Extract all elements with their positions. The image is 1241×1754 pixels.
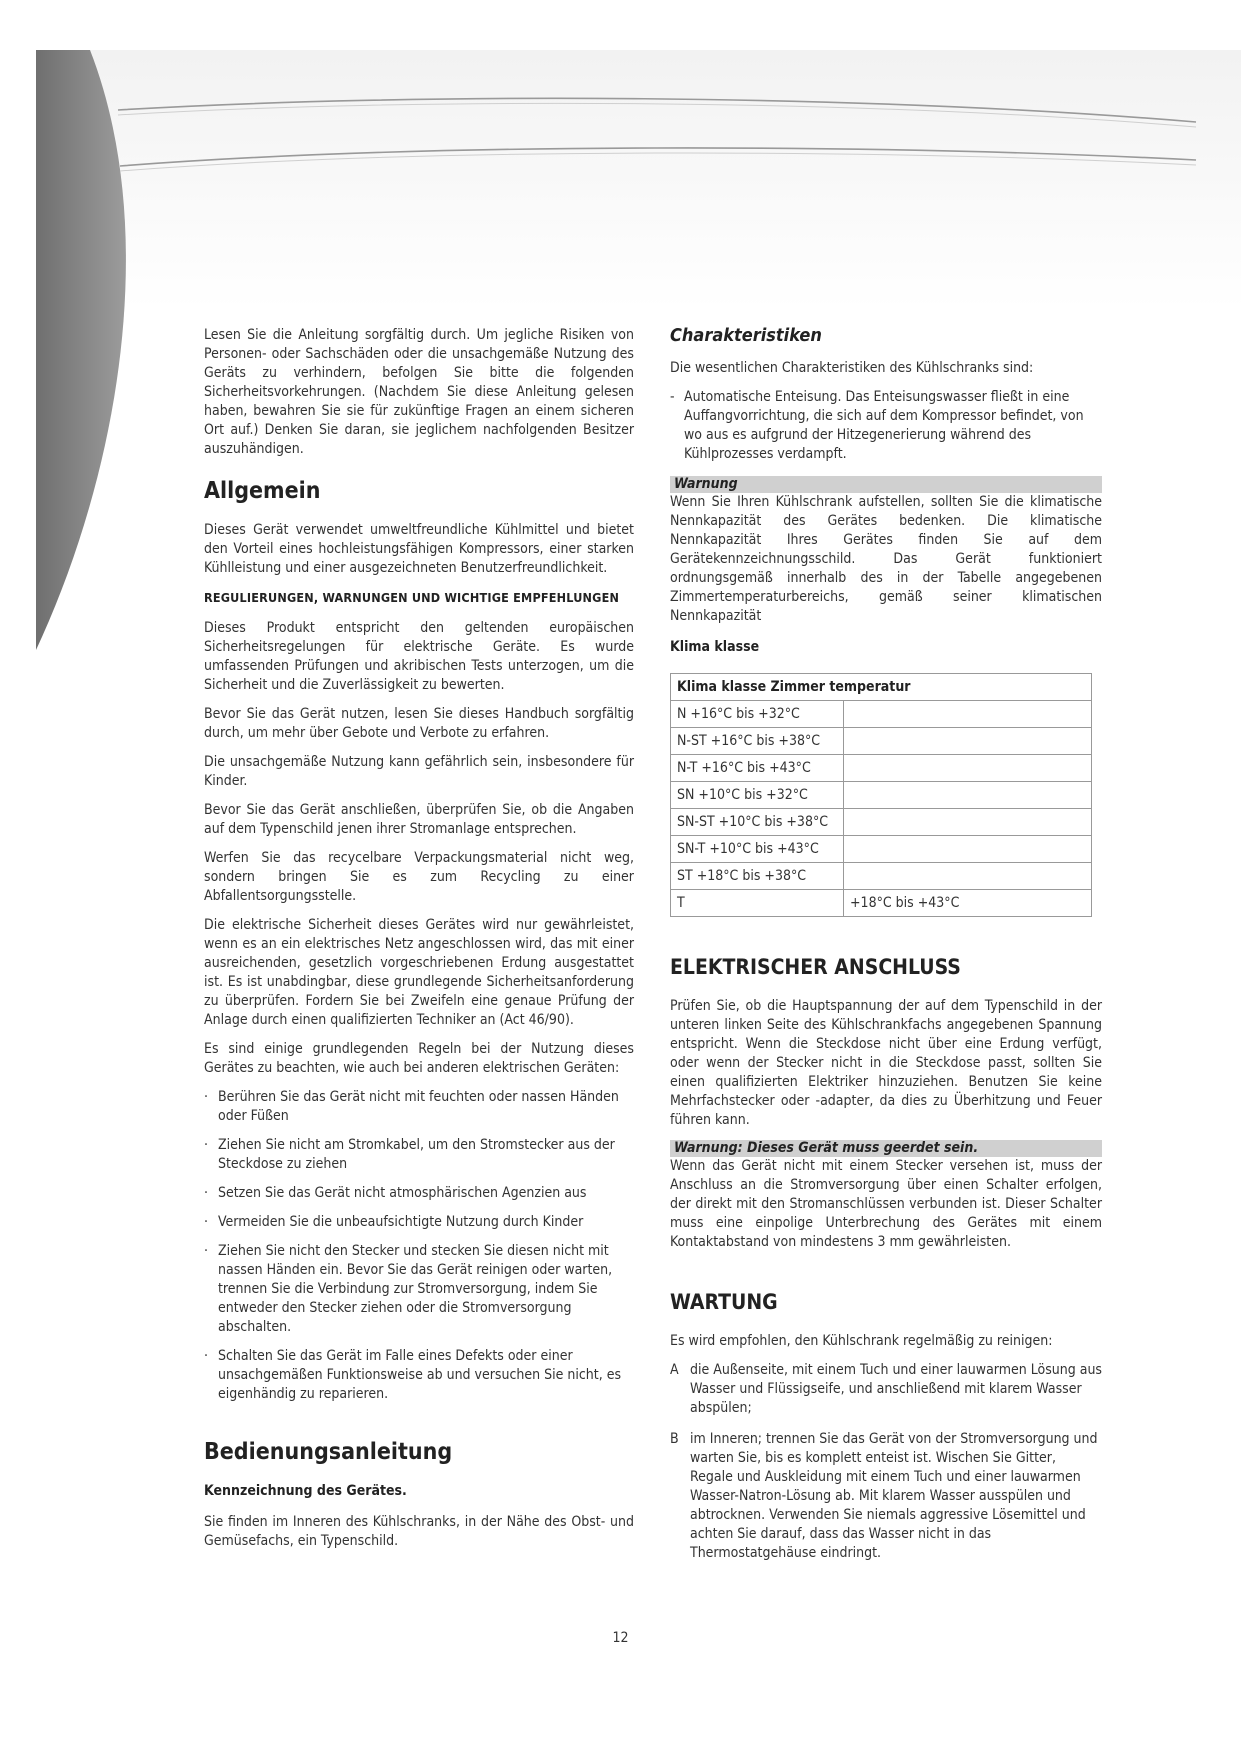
safety-rules-list — [204, 1088, 634, 1404]
charakteristiken-text: Die wesentlichen Charakteristiken des Kühlschranks sind: — [670, 360, 1034, 376]
item-letter: A — [670, 1362, 679, 1378]
table-row: N-T +16°C bis +43°C — [671, 755, 1092, 782]
section-title-bedienung: Bedienungsanleitung — [204, 1439, 453, 1465]
table-header-row — [671, 674, 1092, 701]
warning-label: Warnung — [670, 476, 1102, 493]
list-item: · Setzen Sie das Gerät nicht atmosphärischen Agenzien aus — [204, 1185, 587, 1201]
bullet-mark: · — [204, 1214, 208, 1230]
paragraph: Werfen Sie das recycelbare Verpackungsmaterial nicht weg, sondern bringen Sie es zum Recycling zu einer Abfallentsorgungsstelle. — [204, 850, 634, 904]
section-title-charakteristiken: Charakteristiken — [670, 325, 822, 346]
paragraph: Es sind einige grundlegenden Regeln bei der Nutzung dieses Gerätes zu beachten, wie auch bei anderen elektrischen Geräten: — [204, 1041, 634, 1076]
dash-mark: - — [670, 389, 675, 405]
allgemein-text: Dieses Gerät verwendet umweltfreundliche Kühlmittel und bietet den Vorteil eines hochleistungsfähigen Kompressors, einer starken Kühlleistung und einer ausgezeichneten Benutzerfreundlichkeit. — [204, 522, 634, 576]
table-row: SN-ST +10°C bis +38°C — [671, 809, 1092, 836]
table-row: SN +10°C bis +32°C — [671, 782, 1092, 809]
list-item: · Ziehen Sie nicht am Stromkabel, um den Stromstecker aus der Steckdose zu ziehen — [204, 1137, 615, 1172]
bullet-mark: · — [204, 1089, 208, 1105]
grounding-warning-label: Warnung: Dieses Gerät muss geerdet sein. — [670, 1140, 1102, 1157]
wartung-text: Es wird empfohlen, den Kühlschrank regelmäßig zu reinigen: — [670, 1333, 1053, 1349]
bullet-mark: · — [204, 1348, 208, 1364]
bullet-mark: · — [204, 1185, 208, 1201]
intro-paragraph: Lesen Sie die Anleitung sorgfältig durch. Um jegliche Risiken von Personen- oder Sachschäden oder die unsachgemäße Nutzung des Geräts zu verhindern, befolgen Sie bitte die folgenden Sicherheitsvorkehrungen. (Nachdem Sie diese Anleitung gelesen haben, bewahren Sie sie für zukünftige Fragen an einem sicheren Ort auf.) Denken Sie daran, sie jeglichem nachfolgenden Besitzer auszuhändigen. — [204, 327, 634, 457]
bedienung-subtitle: Kennzeichnung des Gerätes. — [204, 1483, 407, 1499]
climate-class-table — [670, 673, 1092, 917]
right-column — [670, 326, 1102, 1575]
regulations-subtitle: REGULIERUNGEN, WARNUNGEN UND WICHTIGE EMPFEHLUNGEN — [204, 590, 620, 605]
table-row: N-ST +16°C bis +38°C — [671, 728, 1092, 755]
list-item: · Berühren Sie das Gerät nicht mit feuchten oder nassen Händen oder Füßen — [204, 1089, 619, 1124]
list-item: · Ziehen Sie nicht den Stecker und stecken Sie diesen nicht mit nassen Händen ein. Bevor Sie das Gerät reinigen oder warten, trennen Sie die Verbindung zur Stromversorgung, indem Sie entweder den Stecker ziehen oder die Stromversorgung abschalten. — [204, 1243, 613, 1335]
list-item: - Automatische Enteisung. Das Enteisungswasser fließt in eine Auffangvorrichtung, die sich auf dem Kompressor befindet, von wo aus es aufgrund der Hitzegenerierung während des Kühlprozesses verdampft. — [670, 389, 1084, 462]
bullet-mark: · — [204, 1137, 208, 1153]
paragraph: Bevor Sie das Gerät anschließen, überprüfen Sie, ob die Angaben auf dem Typenschild jenen ihrer Stromanlage entsprechen. — [204, 802, 634, 837]
table-row: SN-T +10°C bis +43°C — [671, 836, 1092, 863]
bullet-mark: · — [204, 1243, 208, 1259]
list-item: · Vermeiden Sie die unbeaufsichtigte Nutzung durch Kinder — [204, 1214, 584, 1230]
section-title-wartung: WARTUNG — [670, 1290, 778, 1314]
page-number: 12 — [612, 1630, 629, 1646]
section-title-elektrisch: ELEKTRISCHER ANSCHLUSS — [670, 955, 961, 979]
grounding-warning-text: Wenn das Gerät nicht mit einem Stecker versehen ist, muss der Anschluss an die Stromversorgung über einen Schalter erfolgen, der direkt mit den Stromanschlüssen verbunden ist. Dieser Schalter muss eine einpolige Unterbrechung des Gerätes mit einem Kontaktabstand von mindestens 3 mm gewährleisten. — [670, 1158, 1102, 1250]
table-row: N +16°C bis +32°C — [671, 701, 1092, 728]
paragraph: Bevor Sie das Gerät nutzen, lesen Sie dieses Handbuch sorgfältig durch, um mehr über Gebote und Verbote zu erfahren. — [204, 706, 634, 741]
elektrisch-text: Prüfen Sie, ob die Hauptspannung der auf dem Typenschild in der unteren linken Seite des Kühlschrankfachs angegebenen Spannung entspricht. Wenn die Steckdose nicht über eine Erdung verfügt, oder wenn der Stecker nicht in die Steckdose passt, sollten Sie einen qualifizierten Elektriker hinzuziehen. Benutzen Sie keine Mehrfachstecker oder -adapter, da dies zu Überhitzung und Feuer führen kann. — [670, 998, 1102, 1128]
table-row: ST +18°C bis +38°C — [671, 863, 1092, 890]
table-row: T +18°C bis +43°C — [671, 890, 1092, 917]
paragraph: Die elektrische Sicherheit dieses Gerätes wird nur gewährleistet, wenn es an ein elektrisches Netz angeschlossen wird, das mit einer ausreichenden, gesetzlich vorgeschriebenen Erdung ausgestattet ist. Es ist unabdingbar, diese grundlegende Sicherheitsanforderung zu überprüfen. Fordern Sie bei Zweifeln eine genaue Prüfung der Anlage durch einen qualifizierten Techniker an (Act 46/90). — [204, 917, 634, 1028]
paragraph: Die unsachgemäße Nutzung kann gefährlich sein, insbesondere für Kinder. — [204, 754, 634, 789]
list-item: · Schalten Sie das Gerät im Falle eines Defekts oder einer unsachgemäßen Funktionsweise ab und versuchen Sie nicht, es eigenhändig zu reparieren. — [204, 1348, 622, 1402]
left-column — [204, 326, 634, 1561]
table-header: Klima klasse Zimmer temperatur — [671, 674, 1092, 701]
klima-label: Klima klasse — [670, 639, 760, 655]
section-title-allgemein: Allgemein — [204, 478, 321, 504]
bedienung-text: Sie finden im Inneren des Kühlschranks, in der Nähe des Obst- und Gemüsefachs, ein Typenschild. — [204, 1514, 634, 1549]
item-letter: B — [670, 1431, 679, 1447]
paragraph: Dieses Produkt entspricht den geltenden europäischen Sicherheitsregelungen für elektrische Geräte. Es wurde umfassenden Prüfungen und akribischen Tests unterzogen, um die Sicherheit und die Zuverlässigkeit zu bewerten. — [204, 620, 634, 693]
list-item: A die Außenseite, mit einem Tuch und einer lauwarmen Lösung aus Wasser und Flüssigseife, und anschließend mit klarem Wasser abspülen; — [670, 1362, 1102, 1416]
warning-text: Wenn Sie Ihren Kühlschrank aufstellen, sollten Sie die klimatische Nennkapazität des Gerätes bedenken. Die klimatische Nennkapazität Ihres Gerätes finden Sie auf dem Gerätekennzeichnungsschild. Das Gerät funktioniert ordnungsgemäß innerhalb des in der Tabelle angegebenen Zimmertemperaturbereichs, gemäß seiner klimatischen Nennkapazität — [670, 494, 1102, 624]
list-item: B im Inneren; trennen Sie das Gerät von der Stromversorgung und warten Sie, bis es komplett enteist ist. Wischen Sie Gitter, Regale und Auskleidung mit einem Tuch und einer lauwarmen Wasser-Natron-Lösung ab. Mit klarem Wasser ausspülen und abtrocknen. Verwenden Sie niemals aggressive Lösemittel und achten Sie darauf, dass das Wasser nicht in das Thermostatgehäuse eindringt. — [670, 1431, 1098, 1561]
